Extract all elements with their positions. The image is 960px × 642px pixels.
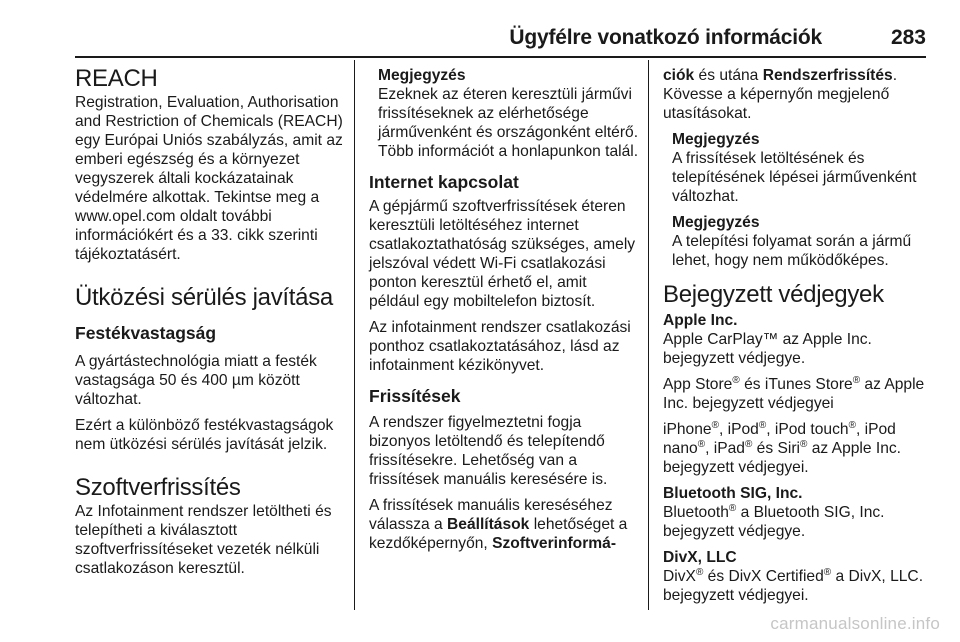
- column-1: [75, 60, 345, 578]
- apple-title: Apple Inc.: [663, 312, 738, 329]
- iphone-label: iPhone: [663, 421, 712, 438]
- software-info-menu-label: Szoftverinformá-: [492, 535, 617, 552]
- note-3-title: Megjegyzés: [672, 214, 760, 231]
- software-info-menu-label-cont: ciók: [663, 67, 695, 84]
- registered-mark: ®: [848, 420, 856, 431]
- software-text: Az Infotainment rendszer letöltheti és telepítheti a kiválasztott szoftverfrissítéseket vezeték nélküli csatlakozáson keresztül.: [75, 503, 332, 577]
- ipod-touch-label: , iPod touch: [766, 421, 849, 438]
- reach-heading: REACH: [75, 65, 158, 92]
- registered-mark: ®: [711, 420, 719, 431]
- note-1: [369, 66, 639, 161]
- updates-text-1: A rendszer figyelmeztetni fogja bizonyos letöltendő és telepítendő frissítésekre. Lehetőség van a frissítések manuális keresésére is.: [369, 414, 608, 488]
- divx-certified-label: és DivX Certified: [703, 568, 824, 585]
- note-2-title: Megjegyzés: [672, 131, 760, 148]
- updates-continuation: [663, 66, 938, 85]
- header-divider: [75, 56, 926, 58]
- updates-text-2: [369, 496, 639, 553]
- ipod-label: , iPod: [718, 421, 759, 438]
- note-2: [663, 130, 938, 206]
- app-store-label: App Store: [663, 376, 733, 393]
- cont-mid: és utána: [694, 67, 763, 84]
- column-2: [369, 60, 639, 553]
- apple-text-2-end: az Apple Inc. bejegyzett védjegyei: [663, 376, 925, 412]
- updates-heading: Frissítések: [369, 386, 461, 406]
- apple-text-2: [663, 375, 938, 413]
- ipad-label: , iPad: [705, 440, 745, 457]
- settings-menu-label: Beállítások: [447, 516, 530, 533]
- divx-text-end: a DivX, LLC. bejegyzett védjegyei.: [663, 568, 924, 604]
- column-divider-1: [354, 60, 355, 610]
- registered-mark: ®: [823, 567, 832, 578]
- registered-mark: ®: [744, 439, 753, 450]
- siri-label: és Siri: [752, 440, 801, 457]
- updates-text-2-a: A frissítések manuális kereséséhez válassza a: [369, 497, 613, 533]
- bluetooth-title: Bluetooth SIG, Inc.: [663, 485, 803, 502]
- updates-text-2-c: lehetőséget a kezdőképernyőn,: [369, 516, 628, 552]
- registered-mark: ®: [758, 420, 767, 431]
- bluetooth-text-end: a Bluetooth SIG, Inc. bejegyzett védjegye.: [663, 504, 885, 540]
- registered-mark: ®: [695, 567, 704, 578]
- page-number: 283: [890, 26, 926, 49]
- registered-mark: ®: [697, 439, 706, 450]
- watermark: carmanualsonline.info: [770, 614, 940, 633]
- note-3: [663, 213, 938, 270]
- internet-heading: Internet kapcsolat: [369, 172, 519, 192]
- collision-heading: Ütközési sérülés javítása: [75, 284, 333, 311]
- ipod-nano-label: , iPod nano: [663, 421, 896, 457]
- registered-mark: ®: [732, 375, 740, 386]
- reach-text: Registration, Evaluation, Authorisation and Restriction of Chemicals (REACH) egy Európai Uniós szabályzás, amit az emberi egészség és a környezet vegyszerek általi kockázatainak védelmére alkottak. Tekintse meg a www.opel.com oldalt további információkért és a 33. cikk szerinti tájékoztatásért.: [75, 94, 343, 263]
- divx-text: [663, 567, 938, 605]
- note-2-text: A frissítések letöltésének és telepítésének lépései járművenként változhat.: [672, 150, 917, 205]
- internet-text-2: Az infotainment rendszer csatlakozási ponthoz csatlakoztatásához, lásd az infotainment kézikönyvet.: [369, 319, 631, 374]
- note-3-text: A telepítési folyamat során a jármű lehet, hogy nem működőképes.: [672, 233, 912, 269]
- paint-text-2: Ezért a különböző festékvastagságok nem ütközési sérülés javítását jelzik.: [75, 417, 334, 453]
- registered-mark: ®: [852, 375, 861, 386]
- bluetooth-label: Bluetooth: [663, 504, 729, 521]
- trademarks-heading: Bejegyzett védjegyek: [663, 281, 884, 308]
- software-heading: Szoftverfrissítés: [75, 474, 241, 501]
- page-title: Ügyfélre vonatkozó információk: [509, 26, 822, 49]
- column-divider-2: [648, 60, 649, 610]
- note-1-text: Ezeknek az éteren keresztüli járművi frissítéseknek az elérhetősége járművenként és országonként eltérő. Több információt a honlapunkon talál.: [378, 86, 639, 160]
- bluetooth-text: [663, 503, 938, 541]
- page-header: [75, 26, 940, 58]
- column-3: [663, 60, 938, 605]
- follow-instructions-text: Kövesse a képernyőn megjelenő utasításokat.: [663, 86, 890, 122]
- itunes-store-label: és iTunes Store: [739, 376, 853, 393]
- note-1-title: Megjegyzés: [378, 67, 466, 84]
- paint-heading: Festékvastagság: [75, 323, 217, 343]
- apple-text-3-end: az Apple Inc. bejegyzett védjegyei.: [663, 440, 902, 476]
- divx-label: DivX: [663, 568, 696, 585]
- cont-end: .: [892, 67, 898, 84]
- divx-title: DivX, LLC: [663, 549, 737, 566]
- apple-text-3: [663, 420, 938, 477]
- apple-text-1: Apple CarPlay™ az Apple Inc. bejegyzett védjegye.: [663, 331, 872, 367]
- paint-text-1: A gyártástechnológia miatt a festék vastagsága 50 és 400 µm között változhat.: [75, 353, 317, 408]
- registered-mark: ®: [728, 503, 737, 514]
- registered-mark: ®: [800, 439, 808, 450]
- system-update-menu-label: Rendszerfrissítés: [762, 67, 893, 84]
- internet-text-1: A gépjármű szoftverfrissítések éteren keresztüli letöltéséhez internet csatlakoztathatóság szükséges, amely jelszóval védett Wi-Fi csatlakozási ponton keresztül érhető el, amit például egy mobiltelefon biztosít.: [369, 198, 636, 310]
